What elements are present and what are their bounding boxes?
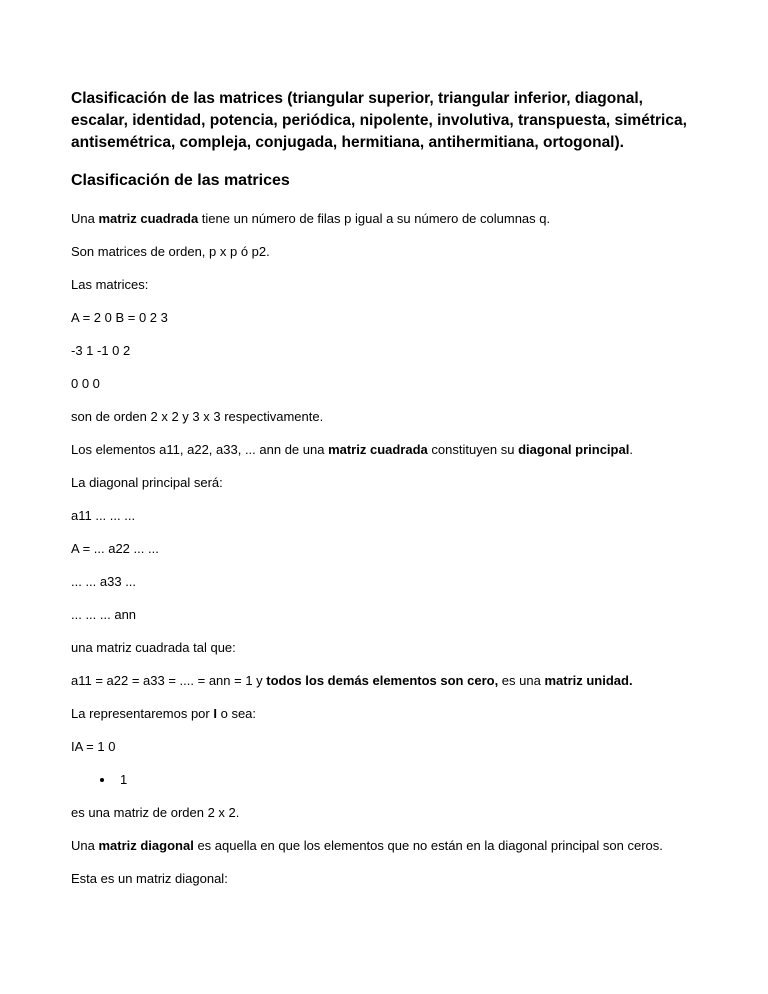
paragraph: [71, 375, 698, 393]
paragraph: [71, 705, 698, 723]
paragraph: [71, 573, 698, 591]
text-run: todos los demás elementos son cero,: [266, 673, 499, 688]
text-run: una matriz cuadrada tal que:: [71, 640, 236, 655]
paragraph: [71, 672, 698, 690]
text-run: ... ... ... ann: [71, 607, 137, 622]
paragraph: [71, 639, 698, 657]
text-run: matriz cuadrada: [328, 442, 428, 457]
text-run: matriz unidad.: [544, 673, 633, 688]
text-run: La diagonal principal será:: [71, 475, 223, 490]
text-run: Esta es un matriz diagonal:: [71, 871, 228, 886]
text-run: diagonal principal: [518, 442, 630, 457]
paragraph: [71, 210, 698, 228]
paragraph: [71, 804, 698, 822]
text-run: IA = 1 0: [71, 739, 116, 754]
paragraph: [71, 474, 698, 492]
text-run: Una: [71, 838, 99, 853]
text-run: es una matriz de orden 2 x 2.: [71, 805, 240, 820]
paragraph: [71, 870, 698, 888]
paragraph: [71, 243, 698, 261]
text-run: 1: [120, 772, 128, 787]
text-run: I: [213, 706, 217, 721]
paragraph: [71, 309, 698, 327]
text-run: A = 2 0 B = 0 2 3: [71, 310, 168, 325]
paragraph: [71, 342, 698, 360]
paragraph: [71, 507, 698, 525]
text-run: Una: [71, 211, 99, 226]
text-run: 0 0 0: [71, 376, 100, 391]
section-heading: [71, 170, 698, 192]
text-run: matriz diagonal: [98, 838, 194, 853]
paragraph: [71, 441, 698, 459]
document-title: [71, 88, 698, 154]
text-run: matriz cuadrada: [98, 211, 199, 226]
text-run: o sea:: [216, 706, 257, 721]
text-run: son de orden 2 x 2 y 3 x 3 respectivamente.: [71, 409, 324, 424]
text-run: a11 = a22 = a33 = .... = ann = 1 y: [71, 673, 267, 688]
text-run: Los elementos a11, a22, a33, ... ann de una: [71, 442, 329, 457]
text-run: constituyen su: [427, 442, 519, 457]
text-run: A = ... a22 ... ...: [71, 541, 159, 556]
document-body: [71, 88, 698, 888]
text-run: tiene un número de filas p igual a su número de columnas q.: [198, 211, 551, 226]
paragraph: [71, 606, 698, 624]
text-run: ... ... a33 ...: [71, 574, 137, 589]
text-run: La representaremos por: [71, 706, 214, 721]
text-run: Clasificación de las matrices: [71, 172, 290, 189]
paragraph: [71, 738, 698, 756]
paragraph: [71, 276, 698, 294]
text-run: Clasificación de las matrices (triangular superior, triangular inferior, diagonal, escalar, identidad, potencia, periódica, nipolente, involutiva, transpuesta, simétrica, antisemétrica, compleja, conjugada, hermitiana, antihermitiana, ortogonal).: [71, 90, 687, 151]
text-run: a11 ... ... ...: [71, 508, 136, 523]
paragraph: [71, 408, 698, 426]
bullet-item: [71, 771, 698, 789]
text-run: -3 1 -1 0 2: [71, 343, 131, 358]
paragraph: [71, 540, 698, 558]
text-run: .: [629, 442, 633, 457]
paragraph: [71, 837, 698, 855]
text-run: es aquella en que los elementos que no están en la diagonal principal son ceros.: [193, 838, 663, 853]
text-run: Las matrices:: [71, 277, 149, 292]
text-run: es una: [498, 673, 545, 688]
bullet-icon: [100, 778, 104, 782]
text-run: Son matrices de orden, p x p ó p2.: [71, 244, 270, 259]
